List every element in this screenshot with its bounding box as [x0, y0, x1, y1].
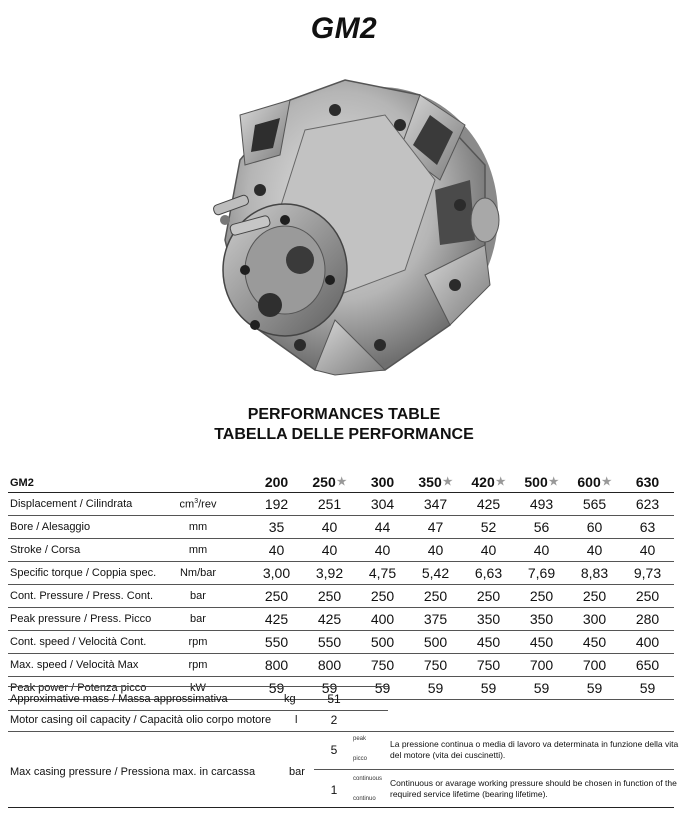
table-cell: 700: [529, 657, 554, 673]
column-header: [568, 471, 621, 492]
table-cell: 63: [639, 519, 656, 535]
table-cell: 450: [529, 634, 554, 650]
table-cell: 40: [268, 542, 285, 558]
column-label: 250: [312, 474, 336, 490]
continuous-value: 1: [330, 783, 338, 797]
peak-label-en: peak: [353, 736, 367, 742]
model-label: GM2: [10, 477, 34, 489]
column-header: [515, 471, 568, 492]
table-cell: 250: [476, 588, 501, 604]
table-cell: 250: [635, 588, 660, 604]
row-unit: $cm^3$/rev: [179, 498, 217, 511]
table-cell: 750: [423, 657, 448, 673]
table-header-row: [8, 471, 674, 493]
table-cell: 800: [264, 657, 289, 673]
table-cell: 59: [639, 680, 656, 696]
table-cell: 400: [635, 634, 660, 650]
row-unit: kW: [190, 682, 206, 694]
table-cell: 59: [321, 680, 338, 696]
casing-unit: bar: [289, 766, 305, 778]
row-unit: rpm: [188, 636, 208, 648]
row-unit: bar: [190, 613, 206, 625]
table-cell: 347: [423, 496, 448, 512]
row-unit: mm: [188, 521, 208, 533]
column-label: 500: [524, 474, 548, 490]
table-cell: 35: [268, 519, 285, 535]
row-unit: rpm: [188, 659, 208, 671]
table-cell: 40: [374, 542, 391, 558]
casing-label: Max casing pressure / Pressiona max. in carcassa: [10, 766, 256, 778]
column-header: [303, 471, 356, 492]
column-header: [621, 471, 674, 492]
continuous-label-it: continuo: [353, 796, 376, 802]
table-cell: 47: [427, 519, 444, 535]
continuous-label-en: continuous: [353, 776, 383, 782]
divider: [8, 686, 388, 687]
row-label: Bore / Alesaggio: [10, 521, 91, 533]
oil-label: Motor casing oil capacity / Capacità olio corpo motore: [10, 714, 272, 726]
table-cell: 425: [476, 496, 501, 512]
table-cell: 300: [582, 611, 607, 627]
table-cell: 59: [586, 680, 603, 696]
column-header: [409, 471, 462, 492]
header-cells: [250, 471, 674, 492]
table-cell: 8,83: [580, 565, 609, 581]
table-cell: 250: [582, 588, 607, 604]
table-cell: 650: [635, 657, 660, 673]
row-unit: Nm/bar: [179, 567, 217, 579]
row-label: Max. speed / Velocità Max: [10, 659, 139, 671]
table-cell: 59: [427, 680, 444, 696]
peak-value: 5: [330, 743, 338, 757]
star-icon: ★: [601, 476, 612, 488]
table-cell: 565: [582, 496, 607, 512]
table-cell: 350: [476, 611, 501, 627]
table-headings: [0, 405, 688, 445]
table-row: [8, 516, 674, 539]
table-cell: 4,75: [368, 565, 397, 581]
table-cell: 280: [635, 611, 660, 627]
table-cell: 52: [480, 519, 497, 535]
table-cell: 700: [582, 657, 607, 673]
row-label: Peak power / Potenza picco: [10, 682, 147, 694]
table-row: [8, 493, 674, 516]
table-cell: 250: [529, 588, 554, 604]
star-icon: ★: [495, 476, 506, 488]
column-label: 600: [577, 474, 601, 490]
row-label: Cont. speed / Velocità Cont.: [10, 636, 147, 648]
table-cell: 60: [586, 519, 603, 535]
page-title: GM2: [310, 12, 378, 45]
table-cell: 9,73: [633, 565, 662, 581]
table-row: [8, 608, 674, 631]
table-cell: 7,69: [527, 565, 556, 581]
table-cell: 59: [533, 680, 550, 696]
heading-it: TABELLA DELLE PERFORMANCE: [214, 426, 474, 443]
row-label: Cont. Pressure / Press. Cont.: [10, 590, 154, 602]
column-label: 300: [370, 474, 395, 490]
row-unit: mm: [188, 544, 208, 556]
mass-value: 51: [327, 692, 341, 706]
oil-unit: l: [295, 714, 298, 726]
table-cell: 800: [317, 657, 342, 673]
column-label: 630: [635, 474, 660, 490]
oil-value: 2: [330, 713, 338, 727]
divider: [8, 710, 388, 711]
table-cell: 59: [374, 680, 391, 696]
row-unit: bar: [190, 590, 206, 602]
column-header: [462, 471, 515, 492]
table-cell: 750: [476, 657, 501, 673]
table-row: [8, 631, 674, 654]
table-cell: 192: [264, 496, 289, 512]
table-cell: 251: [317, 496, 342, 512]
row-label: Displacement / Cilindrata: [10, 498, 133, 510]
table-cell: 40: [480, 542, 497, 558]
table-cell: 40: [321, 542, 338, 558]
divider: [8, 807, 674, 808]
table-cell: 375: [423, 611, 448, 627]
table-cell: 44: [374, 519, 391, 535]
table-cell: 550: [317, 634, 342, 650]
star-icon: ★: [548, 476, 559, 488]
table-cell: 304: [370, 496, 395, 512]
note-it: La pressione continua o media di lavoro va determinata in funzione della vita del motore (vita dei cuscinetti).: [390, 739, 679, 760]
table-cell: 425: [264, 611, 289, 627]
table-cell: 400: [370, 611, 395, 627]
mass-unit: kg: [284, 693, 296, 705]
table-cell: 623: [635, 496, 660, 512]
table-cell: 500: [370, 634, 395, 650]
motor-image: [185, 70, 505, 390]
table-row: [8, 539, 674, 562]
table-cell: 59: [480, 680, 497, 696]
table-cell: 59: [268, 680, 285, 696]
divider: [8, 731, 674, 732]
mass-label: Approximative mass / Massa approssimativa: [10, 693, 228, 705]
row-label: Stroke / Corsa: [10, 544, 81, 556]
table-cell: 3,00: [262, 565, 291, 581]
table-cell: 250: [370, 588, 395, 604]
peak-label-it: picco: [353, 756, 368, 762]
table-row: [8, 562, 674, 585]
table-cell: 250: [317, 588, 342, 604]
table-cell: 3,92: [315, 565, 344, 581]
column-header: [356, 471, 409, 492]
table-cell: 550: [264, 634, 289, 650]
table-cell: 6,63: [474, 565, 503, 581]
performance-table: [8, 471, 674, 700]
table-cell: 40: [321, 519, 338, 535]
star-icon: ★: [442, 476, 453, 488]
table-cell: 40: [586, 542, 603, 558]
table-cell: 493: [529, 496, 554, 512]
table-cell: 40: [427, 542, 444, 558]
table-cell: 350: [529, 611, 554, 627]
table-cell: 450: [476, 634, 501, 650]
column-label: 200: [264, 474, 289, 490]
table-cell: 250: [423, 588, 448, 604]
table-body: [8, 493, 674, 700]
table-row: [8, 585, 674, 608]
table-cell: 750: [370, 657, 395, 673]
table-cell: 425: [317, 611, 342, 627]
table-cell: 40: [533, 542, 550, 558]
additional-specs-table: [8, 686, 679, 808]
table-cell: 5,42: [421, 565, 450, 581]
heading-en: PERFORMANCES TABLE: [247, 406, 441, 423]
star-icon: ★: [336, 476, 347, 488]
table-cell: 40: [639, 542, 656, 558]
row-label: Specific torque / Coppia spec.: [10, 567, 157, 579]
table-cell: 250: [264, 588, 289, 604]
table-cell: 56: [533, 519, 550, 535]
column-header: [250, 471, 303, 492]
divider: [314, 769, 674, 770]
column-label: 350: [418, 474, 442, 490]
row-label: Peak pressure / Press. Picco: [10, 613, 152, 625]
table-cell: 450: [582, 634, 607, 650]
note-en: Continuous or avarage working pressure should be chosen in function of the required service lifetime (bearing lifetime).: [390, 778, 677, 799]
column-label: 420: [471, 474, 495, 490]
table-row: [8, 654, 674, 677]
table-cell: 500: [423, 634, 448, 650]
